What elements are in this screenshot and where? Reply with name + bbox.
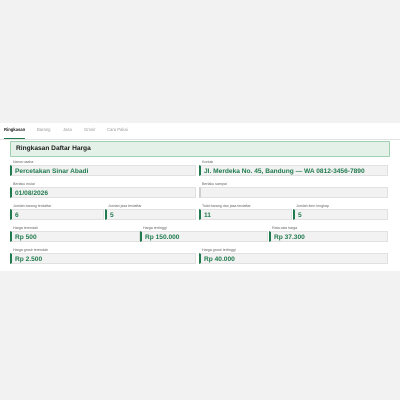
- tab-barang[interactable]: Barang: [37, 127, 51, 132]
- grosir-terendah-label: Harga grosir terendah: [13, 248, 48, 252]
- jumlah-jasa-field: [105, 209, 196, 220]
- summary-panel: [0, 123, 400, 271]
- total-barang-jasa-label: Total barang dan jasa terdaftar: [202, 204, 251, 208]
- tab-jasa[interactable]: Jasa: [63, 127, 72, 132]
- jumlah-barang-label: Jumlah barang terdaftar: [13, 204, 52, 208]
- rata-rata-harga-label: Rata-rata harga: [272, 226, 298, 230]
- grosir-terendah-field: [10, 253, 196, 264]
- rata-rata-harga-value: Rp 37.300: [274, 233, 305, 241]
- grosir-terendah-value: Rp 2.500: [15, 255, 43, 263]
- jumlah-item-lengkap-field: [293, 209, 388, 220]
- harga-terendah-label: Harga terendah: [13, 226, 38, 230]
- berlaku-sampai-label: Berlaku sampai: [202, 182, 227, 186]
- kontak-field: [199, 165, 388, 176]
- jumlah-barang-value: 6: [15, 211, 19, 219]
- jumlah-item-lengkap-label: Jumlah item lengkap: [296, 204, 329, 208]
- tab-bar: [0, 123, 400, 140]
- total-barang-jasa-value: 11: [204, 211, 211, 219]
- harga-tertinggi-value: Rp 150.000: [145, 233, 180, 241]
- nama-usaha-field: [10, 165, 196, 176]
- tab-grosir[interactable]: Grosir: [84, 127, 96, 132]
- tab-ringkasan[interactable]: Ringkasan: [4, 127, 26, 132]
- tab-cara-pakai[interactable]: Cara Pakai: [107, 127, 128, 132]
- harga-terendah-value: Rp 500: [15, 233, 37, 241]
- berlaku-mulai-value: 01/08/2026: [15, 189, 49, 197]
- rata-rata-harga-field: [269, 231, 388, 242]
- grosir-tertinggi-value: Rp 40.000: [204, 255, 235, 263]
- nama-usaha-label: Nama usaha: [13, 160, 34, 164]
- jumlah-jasa-value: 5: [110, 211, 114, 219]
- page-title: Ringkasan Daftar Harga: [16, 145, 91, 152]
- grosir-tertinggi-field: [199, 253, 388, 264]
- berlaku-mulai-field: [10, 187, 196, 198]
- nama-usaha-value: Percetakan Sinar Abadi: [15, 167, 89, 175]
- total-barang-jasa-field: [199, 209, 292, 220]
- summary-header: [10, 141, 390, 157]
- berlaku-sampai-field: [199, 187, 388, 198]
- harga-tertinggi-field: [140, 231, 268, 242]
- berlaku-mulai-label: Berlaku mulai: [13, 182, 35, 186]
- harga-terendah-field: [10, 231, 140, 242]
- jumlah-item-lengkap-value: 5: [298, 211, 302, 219]
- kontak-label: Kontak: [202, 160, 214, 164]
- grosir-tertinggi-label: Harga grosir tertinggi: [202, 248, 236, 252]
- kontak-value: Jl. Merdeka No. 45, Bandung — WA 0812-3456-7890: [204, 167, 365, 175]
- jumlah-jasa-label: Jumlah jasa terdaftar: [108, 204, 142, 208]
- harga-tertinggi-label: Harga tertinggi: [143, 226, 167, 230]
- jumlah-barang-field: [10, 209, 104, 220]
